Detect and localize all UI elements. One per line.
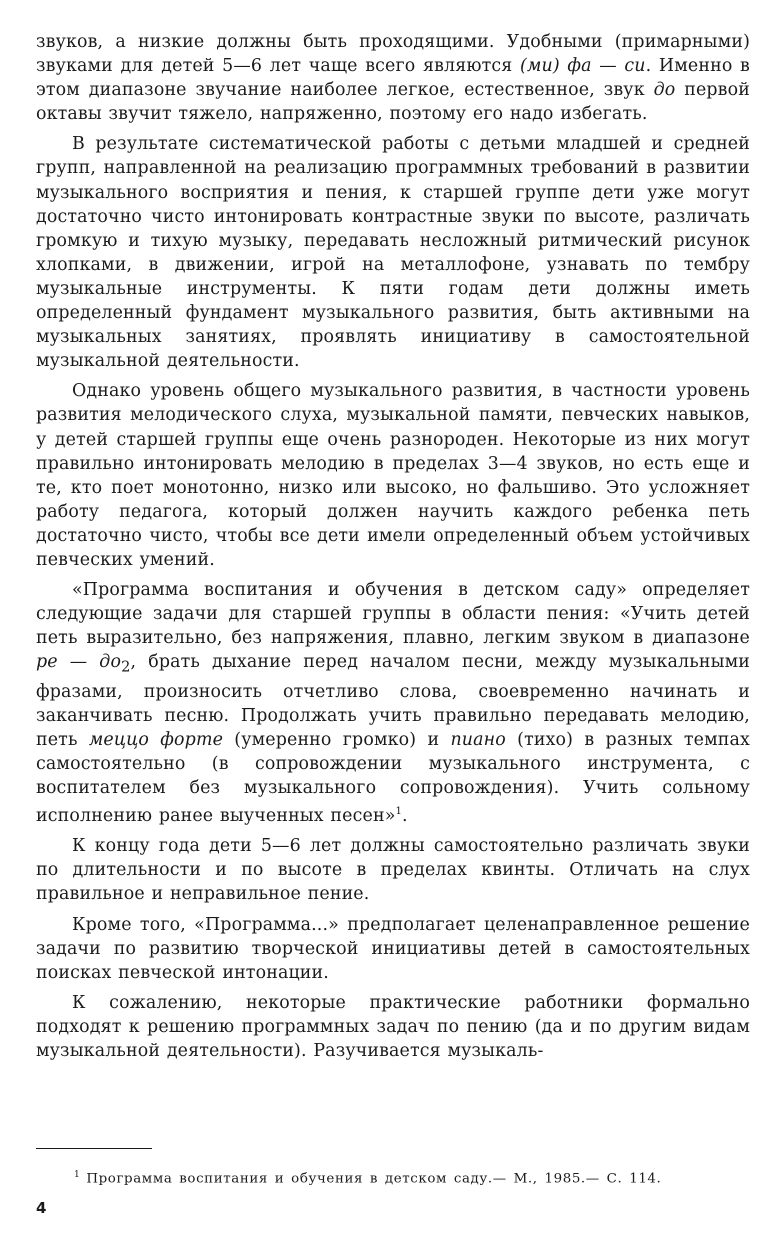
footnote-reference[interactable]: 1 <box>395 806 402 818</box>
footnote-marker: 1 <box>74 1170 81 1180</box>
text-span: , брать дыхание перед началом песни, между музыкальными фразами, произносить отчетливо слова, своевременно начинать и заканчивать песню. Продолжать учить правильно передавать мелодию, петь <box>36 652 750 751</box>
paragraph-continued <box>36 30 750 126</box>
footnote <box>74 1166 754 1188</box>
text-span: . Именно в этом диапазоне звучание наиболее легкое, естественное, звук <box>36 56 750 101</box>
footnote-divider <box>36 1148 152 1149</box>
paragraph: Кроме того, «Программа...» предполагает целенаправленное решение задачи по развитию творческой инициативы детей в самостоятельных поисках певческой интонации. <box>36 914 750 983</box>
main-text <box>36 30 750 1063</box>
paragraph-program-quote <box>36 578 750 828</box>
paragraph: К сожалению, некоторые практические работники формально подходят к решению программных задач по пению (да и по другим видам музыкальной деятельности). Разучивается музыкаль- <box>36 992 750 1062</box>
note-range-italic: (ми) фа — си <box>520 56 646 77</box>
page-number: 4 <box>36 1199 47 1217</box>
text-span: . <box>402 806 408 827</box>
footnote-text: Программа воспитания и обучения в детском саду.— М., 1985.— С. 114. <box>86 1171 662 1187</box>
note-do-italic: до <box>653 80 676 101</box>
mezzo-forte-italic: меццо форте <box>88 730 224 751</box>
paragraph: Однако уровень общего музыкального развития, в частности уровень развития мелодического слуха, музыкальной памяти, певческих навыков, у детей старшей группы еще очень разнороден. Некоторые из них могут правильно интонировать мелодию в пределах 3—4 звуков, но есть еще и те, кто поет монотонно, низко или высоко, но фальшиво. Это усложняет работу педагога, который должен научить каждого ребенка петь достаточно чисто, чтобы все дети имели определенный объем устойчивых певческих умений. <box>36 381 750 570</box>
text-span: «Программа воспитания и обучения в детском саду» определяет следующие задачи для старшей группы в области пения: «Учить детей петь выразительно, без напряжения, плавно, легким звуком в диапазоне <box>36 580 750 649</box>
paragraph: К концу года дети 5—6 лет должны самостоятельно различать звуки по длительности и по высоте в пределах квинты. Отличать на слух правильное и неправильное пение. <box>36 836 750 905</box>
text-span: звуков, а низкие должны быть проходящими. Удобными (примарными) звуками для детей 5—6 лет чаще всего являются <box>36 32 750 77</box>
octave-subscript: 2 <box>121 659 131 676</box>
text-span: первой октавы звучит тяжело, напряженно, поэтому его надо избегать. <box>36 80 750 125</box>
text-span: (умеренно громко) и <box>223 730 451 751</box>
paragraph: В результате систематической работы с детьми младшей и средней групп, направленной на реализацию программных требований в развитии музыкального восприятия и пения, к старшей группе дети уже могут достаточно чисто интонировать контрастные звуки по высоте, различать громкую и тихую музыку, передавать несложный ритмический рисунок хлопками, в движении, игрой на металлофоне, узнавать по тембру музыкальные инструменты. К пяти годам дети должны иметь определенный фундамент музыкального развития, быть активными на музыкальных занятиях, проявлять инициативу в самостоятельной музыкальной деятельности. <box>36 134 750 372</box>
note-range-italic: ре — до <box>36 652 122 673</box>
text-span: (тихо) в разных темпах самостоятельно (в сопровождении музыкального инструмента, с воспитателем без музыкального сопровождения). Учить сольному исполнению ранее выученных песен» <box>36 730 751 827</box>
piano-italic: пиано <box>450 730 506 751</box>
